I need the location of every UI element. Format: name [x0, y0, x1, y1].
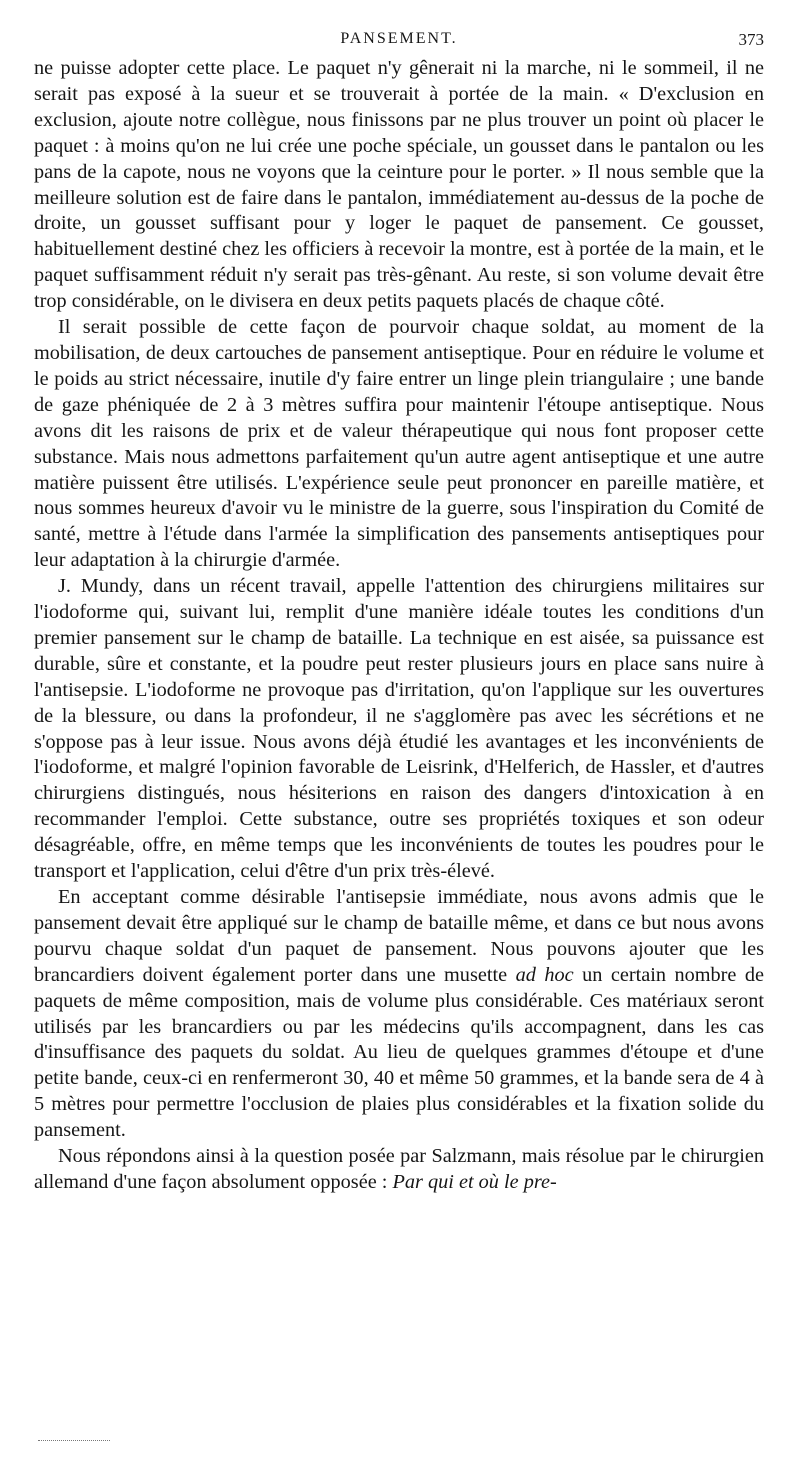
- paragraph-4-italic: ad hoc: [515, 963, 574, 986]
- page-number: 373: [738, 30, 764, 49]
- footer-dotted-rule: [38, 1440, 110, 1441]
- paragraph-3: J. Mundy, dans un récent travail, appelle l'attention des chirurgiens militaires sur l'iodoforme qui, suivant lui, remplit d'une manière idéale toutes les conditions d'un premier pansement sur le champ de bataille. La technique en est aisée, sa puissance est durable, sûre et constante, et la poudre peut rester plusieurs jours en place sans nuire à l'antisepsie. L'iodoforme ne provoque pas d'irritation, qu'on l'applique sur les ouvertures de la blessure, ou dans la profondeur, il ne s'agglomère pas avec les sécrétions et ne s'oppose pas à leur issue. Nous avons déjà étudié les avantages et les inconvénients de l'iodoforme, et malgré l'opinion favorable de Leisrink, d'Helferich, de Hassler, et d'autres chirurgiens distingués, nous hésiterions en raison des dangers d'intoxication à en recommander l'emploi. Cette substance, outre ses propriétés toxiques et son odeur désagréable, offre, en même temps que les inconvénients de toutes les poudres pour le transport et l'application, celui d'être d'un prix très-élevé.: [34, 575, 764, 883]
- running-title: PANSEMENT.: [340, 30, 458, 47]
- paragraph-5: [34, 1144, 764, 1196]
- paragraph-2: Il serait possible de cette façon de pourvoir chaque soldat, au moment de la mobilisation, de deux cartouches de pansement antiseptique. Pour en réduire le volume et le poids au strict nécessaire, inutile d'y faire entrer un linge plein triangulaire ; une bande de gaze phéniquée de 2 à 3 mètres suffira pour maintenir l'étoupe antiseptique. Nous avons dit les raisons de prix et de valeur thérapeutique qui nous font proposer cette substance. Mais nous admettons parfaitement qu'un autre agent antiseptique et une autre matière puissent être utilisés. L'expérience seule peut prononcer en pareille matière, et nous sommes heureux d'avoir vu le ministre de la guerre, sous l'inspiration du Comité de santé, mettre à l'étude dans l'armée la simplification des pansements antiseptiques pour leur adaptation à la chirurgie d'armée.: [34, 316, 764, 572]
- paragraph-5-italic: Par qui et où le pre-: [392, 1170, 557, 1193]
- paragraph-4-text-before: En acceptant comme désirable l'antisepsie immédiate, nous avons admis que le pansement devait être appliqué sur le champ de bataille même, et dans ce but nous avons pourvu chaque soldat d'un paquet de pansement. Nous pouvons ajouter que les brancardiers doivent également porter dans une musette: [34, 886, 764, 986]
- paragraph-4-text-after: un certain nombre de paquets de même composition, mais de volume plus considérable. Ces matériaux seront utilisés par les brancardiers ou par les médecins qu'ils accompagnent, dans les cas d'insuffisance des paquets du soldat. Au lieu de quelques grammes d'étoupe et d'une petite bande, ceux-ci en renfermeront 30, 40 et même 50 grammes, et la bande sera de 4 à 5 mètres pour permettre l'occlusion de plaies plus considérables et la fixation solide du pansement.: [34, 963, 764, 1142]
- paragraph-5-text-before: Nous répondons ainsi à la question posée par Salzmann, mais résolue par le chirurgien allemand d'une façon absolument opposée :: [34, 1145, 764, 1193]
- paragraph-4: [34, 885, 764, 1144]
- body-text: [34, 56, 764, 1196]
- paragraph-1: ne puisse adopter cette place. Le paquet n'y gênerait ni la marche, ni le sommeil, il ne serait pas exposé à la sueur et se trouverait à portée de la main. « D'exclusion en exclusion, ajoute notre collègue, nous finissons par ne plus trouver un point où placer le paquet : à moins qu'on ne lui crée une poche spéciale, un gousset dans le pantalon ou les pans de la capote, nous ne voyons que la ceinture pour le porter. » Il nous semble que la meilleure solution est de faire dans le pantalon, immédiatement au-dessus de la poche de droite, un gousset suffisant pour y loger le paquet de pansement. Ce gousset, habituellement destiné chez les officiers à recevoir la montre, est à portée de la main, et le paquet suffisamment réduit n'y serait pas très-gênant. Au reste, si son volume devait être trop considérable, on le divisera en deux petits paquets placés de chaque côté.: [34, 57, 764, 313]
